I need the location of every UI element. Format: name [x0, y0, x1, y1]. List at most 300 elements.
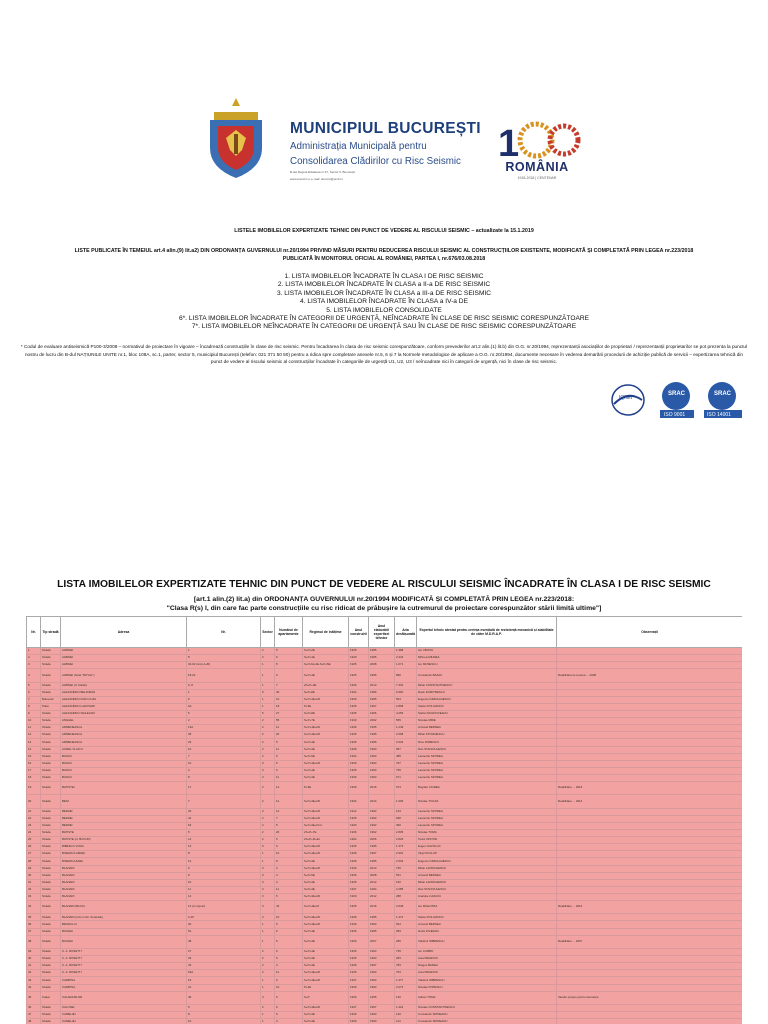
table-cell: 1997: [369, 703, 395, 710]
table-cell: [557, 767, 743, 774]
table-cell: 29: [187, 739, 261, 746]
table-cell: 1: [27, 648, 41, 655]
table-cell: 2: [261, 808, 275, 815]
table-row: [27, 914, 743, 921]
table-cell: 1.388: [395, 648, 417, 655]
table-cell: 3-15: [187, 914, 261, 921]
table-row: [27, 774, 743, 781]
table-cell: 1997: [369, 1005, 395, 1012]
table-cell: 38: [187, 732, 261, 739]
table-cell: 8: [187, 774, 261, 781]
table-cell: 1: [261, 662, 275, 669]
table-cell: [557, 682, 743, 689]
table-cell: 32: [27, 886, 41, 893]
table-cell: Dan STANCIULESCU: [417, 746, 557, 753]
table-cell: 3: [261, 872, 275, 879]
table-cell: S+P+3E: [303, 935, 349, 948]
table-cell: [557, 872, 743, 879]
table-cell: P+5E: [303, 703, 349, 710]
table-cell: 1993: [369, 921, 395, 928]
table-cell: 11: [275, 886, 303, 893]
table-cell: 13A: [187, 725, 261, 732]
table-cell: 4: [275, 872, 303, 879]
table-cell: 5: [275, 1012, 303, 1019]
table-cell: 10: [187, 760, 261, 767]
table-cell: 152: [395, 879, 417, 886]
table-cell: 1935: [349, 746, 369, 753]
list-link-2[interactable]: 2. LISTA IMOBILELOR ÎNCADRATE ÎN CLASA a II-a DE RISC SEISMIC: [277, 281, 491, 289]
table-cell: 1935: [349, 851, 369, 858]
table-cell: Strada: [41, 1005, 61, 1012]
table-cell: 1930: [349, 1019, 369, 1024]
table-cell: Laurentiu SPOREA: [417, 760, 557, 767]
table-subtitle-2: "Clasa R(s) I, din care fac parte construcțiile cu risc ridicat de prăbușire la cutremurul de proiectare corespunzător stării limită ultime"]: [166, 605, 602, 612]
table-cell: 1995: [369, 844, 395, 851]
brand-subtitle-line1: Administrația Municipală pentru: [290, 141, 427, 152]
table-cell: Eugeniu IORDACHESCU: [417, 858, 557, 865]
table-cell: 6: [275, 767, 303, 774]
table-row: [27, 956, 743, 963]
table-cell: 3: [261, 991, 275, 1004]
brand-subtitle-line2: Consolidarea Clădirilor cu Risc Seismic: [290, 155, 461, 167]
table-cell: 8: [187, 655, 261, 662]
table-row: [27, 739, 743, 746]
table-cell: 1.071: [395, 662, 417, 669]
table-cell: Dragos BADEA: [417, 963, 557, 970]
table-cell: 14: [27, 746, 41, 753]
table-row: [27, 682, 743, 689]
institution-brand: [290, 120, 490, 181]
table-row: [27, 703, 743, 710]
table-cell: S+P+3E+Mz: [303, 808, 349, 815]
table-cell: 1997: [369, 851, 395, 858]
table-cell: 2016: [369, 781, 395, 794]
table-cell: Reabilitare la cererea ... 2008: [557, 669, 743, 682]
table-row: [27, 991, 743, 1004]
table-row: [27, 977, 743, 984]
table-cell: Strada: [41, 956, 61, 963]
table-cell: [557, 774, 743, 781]
table-cell: [557, 1005, 743, 1012]
table-cell: Calea: [41, 991, 61, 1004]
table-cell: Aurel BRADOS: [417, 956, 557, 963]
table-cell: [557, 711, 743, 718]
table-cell: Constantin BAZAC: [417, 669, 557, 682]
table-cell: 504: [395, 696, 417, 703]
table-cell: Eugeniu IORDACHESCU: [417, 696, 557, 703]
risk-table: [26, 616, 742, 1024]
table-cell: 48: [187, 935, 261, 948]
table-cell: S+P+3E+Mz: [303, 893, 349, 900]
table-cell: 1930: [349, 696, 369, 703]
table-cell: ALBINEI: [61, 662, 187, 669]
table-cell: Reabilitare ... 2014: [557, 795, 743, 808]
table-cell: 37: [27, 928, 41, 935]
brand-title: MUNICIPIUL BUCUREȘTI: [290, 120, 481, 137]
table-row: [27, 1005, 743, 1012]
table-cell: 23: [27, 822, 41, 829]
table-cell: 26: [27, 844, 41, 851]
table-cell: 2.991: [395, 851, 417, 858]
table-row: [27, 711, 743, 718]
table-cell: Laurentiu SPOREA: [417, 808, 557, 815]
table-cell: 1936: [349, 682, 369, 689]
table-cell: 3: [261, 774, 275, 781]
table-cell: 4: [275, 1019, 303, 1024]
srac-iso9001-icon: [660, 382, 694, 418]
table-row: [27, 781, 743, 794]
table-cell: 29: [27, 865, 41, 872]
table-cell: 3: [261, 767, 275, 774]
column-header: Nr.: [187, 617, 261, 648]
table-cell: 6: [27, 689, 41, 696]
table-cell: 10: [187, 746, 261, 753]
table-cell: Bulevard: [41, 696, 61, 703]
table-row: [27, 648, 743, 655]
column-header: Regimul de înălțime: [303, 617, 349, 648]
table-cell: Nicolae POPESCU: [417, 984, 557, 991]
table-cell: [557, 844, 743, 851]
table-cell: 2: [261, 648, 275, 655]
table-cell: 1930: [349, 984, 369, 991]
table-cell: 6, 8: [187, 682, 261, 689]
table-cell: 1995: [369, 696, 395, 703]
table-cell: Vladimir IMBRESCU: [417, 935, 557, 948]
table-cell: ALBINEI: [61, 655, 187, 662]
table-cell: Strada: [41, 851, 61, 858]
table-cell: P+3E: [303, 781, 349, 794]
table-cell: [557, 655, 743, 662]
table-cell: 2.648: [395, 900, 417, 913]
table-cell: BISERICA AMZEI: [61, 851, 187, 858]
table-cell: Armand BERNEA: [417, 872, 557, 879]
table-cell: 1935: [349, 879, 369, 886]
table-cell: CALARASILOR: [61, 991, 187, 1004]
update-line: LISTELE IMOBILELOR EXPERTIZATE TEHNIC DIN PUNCT DE VEDERE AL RISCULUI SEISMIC – actualizate la 15.1.2019: [234, 228, 534, 234]
table-row: [27, 865, 743, 872]
table-cell: Laurentiu SPOREA: [417, 753, 557, 760]
table-row: [27, 837, 743, 844]
table-cell: Armand BERNEA: [417, 725, 557, 732]
table-row: [27, 767, 743, 774]
table-cell: Eugen SAVOLUC: [417, 844, 557, 851]
table-cell: 47: [27, 1012, 41, 1019]
table-cell: 6: [275, 1005, 303, 1012]
table-cell: [557, 879, 743, 886]
table-cell: 1935: [349, 711, 369, 718]
table-cell: BERZEI: [61, 808, 187, 815]
table-cell: 524: [395, 921, 417, 928]
table-cell: 120: [395, 1012, 417, 1019]
list-link-6[interactable]: 6*. LISTA IMOBILELOR ÎNCADRATE ÎN CATEGORII DE URGENȚĂ, NEÎNCADRATE ÎN CLASE DE RISC SEISMIC CORESPUNZĂTOARE: [178, 315, 590, 323]
table-cell: 25: [27, 837, 41, 844]
table-cell: 6: [275, 844, 303, 851]
list-link-4[interactable]: 4. LISTA IMOBILELOR ÎNCADRATE ÎN CLASA a IV-a DE: [300, 298, 468, 306]
table-cell: Strada: [41, 928, 61, 935]
table-cell: Strada: [41, 718, 61, 725]
table-cell: Stefan MOLDOVEANU: [417, 711, 557, 718]
table-cell: 1995: [369, 655, 395, 662]
table-cell: 1995: [369, 732, 395, 739]
table-cell: 15: [27, 753, 41, 760]
table-cell: 1995: [369, 858, 395, 865]
table-cell: S+P+3E: [303, 1019, 349, 1024]
table-cell: BENI: [61, 795, 187, 808]
table-cell: 16: [27, 760, 41, 767]
table-row: [27, 893, 743, 900]
table-cell: 283: [395, 928, 417, 935]
list-link-5[interactable]: 5. LISTA IMOBILELOR CONSOLIDATE: [326, 306, 442, 314]
table-cell: 2002: [369, 718, 395, 725]
table-row: [27, 718, 743, 725]
table-cell: 1993: [369, 956, 395, 963]
table-cell: 5: [275, 935, 303, 948]
table-cell: 9: [27, 711, 41, 718]
table-cell: S+P+8E: [303, 711, 349, 718]
table-cell: 12: [27, 732, 41, 739]
table-cell: 2: [261, 718, 275, 725]
table-cell: 10: [275, 851, 303, 858]
list-link-1[interactable]: 1. LISTA IMOBILELOR ÎNCADRATE ÎN CLASA I DE RISC SEISMIC: [284, 273, 484, 280]
table-cell: Ion LOMBO: [417, 949, 557, 956]
table-cell: 5: [261, 711, 275, 718]
table-cell: 1996: [369, 689, 395, 696]
table-cell: 3: [261, 879, 275, 886]
table-cell: 2006: [369, 837, 395, 844]
table-cell: 46: [27, 1005, 41, 1012]
table-cell: 18: [27, 774, 41, 781]
table-cell: [557, 739, 743, 746]
table-cell: 27: [27, 851, 41, 858]
table-cell: BLANARI (BLOC): [61, 900, 187, 913]
table-cell: S+P+4E: [303, 886, 349, 893]
table-cell: 3: [261, 914, 275, 921]
table-cell: C. A. ROSETTI: [61, 949, 187, 956]
table-cell: 2: [261, 963, 275, 970]
table-row: [27, 655, 743, 662]
table-cell: 29: [187, 956, 261, 963]
table-cell: [557, 746, 743, 753]
table-cell: 783: [395, 963, 417, 970]
table-cell: 55: [275, 718, 303, 725]
table-cell: Mihai CONSTANTINESCU: [417, 682, 557, 689]
table-cell: 2.503: [395, 858, 417, 865]
table-row: [27, 760, 743, 767]
table-cell: [557, 858, 743, 865]
table-cell: 698: [395, 815, 417, 822]
table-cell: Dan STANCIULESCU: [417, 886, 557, 893]
table-cell: S+P+3E+Mz: [303, 970, 349, 977]
table-cell: Reabilitare ... 2007: [557, 935, 743, 948]
table-cell: S+P+3E: [303, 956, 349, 963]
table-row: [27, 970, 743, 977]
table-cell: Strada: [41, 795, 61, 808]
table-cell: 4.256: [395, 711, 417, 718]
table-cell: 1930: [349, 774, 369, 781]
table-cell: 8: [187, 851, 261, 858]
table-cell: 767: [395, 760, 417, 767]
table-cell: 1993: [369, 970, 395, 977]
table-cell: 12: [187, 858, 261, 865]
table-cell: Nicolae TOCAS: [417, 795, 557, 808]
table-cell: 2: [261, 795, 275, 808]
table-cell: 11: [187, 886, 261, 893]
table-cell: BATISTE (cl. BUCUR): [61, 837, 187, 844]
table-cell: 42: [27, 970, 41, 977]
table-cell: [557, 984, 743, 991]
table-cell: Laurentiu SPOREA: [417, 815, 557, 822]
table-cell: 485: [395, 753, 417, 760]
table-cell: CAMPINA: [61, 984, 187, 991]
table-cell: 1935: [349, 872, 369, 879]
table-cell: 42: [187, 815, 261, 822]
table-cell: 1930: [349, 1012, 369, 1019]
table-cell: ALEXANDRU BELDIMAN: [61, 689, 187, 696]
table-cell: 14 (2 corpuri): [187, 900, 261, 913]
table-cell: 1995: [369, 725, 395, 732]
table-cell: 39: [27, 949, 41, 956]
table-cell: S+P: [303, 991, 349, 1004]
table-cell: 3: [261, 760, 275, 767]
centenar-100-icon: [492, 118, 582, 162]
table-cell: [557, 725, 743, 732]
table-cell: 3: [261, 900, 275, 913]
legal-basis-line1: LISTE PUBLICATE ÎN TEMEIUL art.4 alin.(9) lit.a2) DIN ORDONANȚA GUVERNULUI nr.20/1994 PRIVIND MĂSURI PENTRU REDUCEREA RISCULUI SEISMIC AL CONSTRUCȚIILOR EXISTENTE, MODIFICATĂ ȘI COMPLETATĂ PRIN LEGEA nr.223/2018: [74, 248, 694, 254]
table-cell: S+P+3E: [303, 858, 349, 865]
table-cell: 4: [275, 865, 303, 872]
table-cell: 1: [261, 1019, 275, 1024]
table-cell: 22: [27, 815, 41, 822]
table-cell: 1936: [349, 830, 369, 837]
svg-text:IQNet: IQNet: [619, 395, 633, 401]
table-cell: 5: [275, 822, 303, 829]
table-cell: [557, 921, 743, 928]
table-cell: C. A. ROSETTI: [61, 970, 187, 977]
table-cell: Strada: [41, 977, 61, 984]
table-cell: S+P+4E: [303, 655, 349, 662]
table-cell: 7: [187, 753, 261, 760]
table-cell: 11: [275, 746, 303, 753]
table-cell: S+P+3E+Pod: [303, 822, 349, 829]
table-cell: 1992: [369, 808, 395, 815]
table-cell: 40: [275, 689, 303, 696]
table-cell: S+P+3E+Mz: [303, 760, 349, 767]
table-cell: 1.324: [395, 1005, 417, 1012]
table-cell: Strada: [41, 711, 61, 718]
table-cell: 565: [395, 718, 417, 725]
table-cell: 26: [275, 830, 303, 837]
table-cell: 1930: [349, 935, 369, 948]
table-cell: [557, 732, 743, 739]
table-cell: Adrian TOMA: [417, 991, 557, 1004]
table-cell: 17: [187, 781, 261, 794]
table-cell: 1993: [369, 1012, 395, 1019]
table-cell: 18: [275, 703, 303, 710]
table-cell: 1937: [349, 977, 369, 984]
table-cell: 6: [187, 865, 261, 872]
table-cell: 4: [27, 669, 41, 682]
table-cell: 2: [261, 1005, 275, 1012]
list-link-3[interactable]: 3. LISTA IMOBILELOR ÎNCADRATE ÎN CLASA a III-a DE RISC SEISMIC: [276, 289, 492, 297]
table-cell: S+P+4E+Mz: [303, 732, 349, 739]
table-cell: 27: [187, 949, 261, 956]
list-link-7[interactable]: 7*. LISTA IMOBILELOR NEÎNCADRATE ÎN CATEGORII DE URGENȚĂ SAU ÎN CLASE DE RISC SEISMIC CORESPUNZĂTOARE: [191, 323, 577, 331]
table-cell: 1: [261, 921, 275, 928]
table-cell: 2S+P+7E: [303, 830, 349, 837]
table-cell: BANCII: [61, 774, 187, 781]
table-cell: 13: [27, 739, 41, 746]
risk-table-container[interactable]: [26, 616, 742, 1024]
table-cell: Strada: [41, 781, 61, 794]
table-cell: 1993: [369, 774, 395, 781]
table-cell: CAMELIEI: [61, 1012, 187, 1019]
table-cell: 5: [275, 753, 303, 760]
table-cell: [557, 949, 743, 956]
table-cell: Strada: [41, 984, 61, 991]
lists-index: [20, 273, 748, 332]
table-cell: Horia IOVEDAN: [417, 928, 557, 935]
table-cell: 5: [261, 844, 275, 851]
table-cell: 49: [187, 991, 261, 1004]
table-cell: ANGHEL: [61, 718, 187, 725]
table-cell: 30: [27, 872, 41, 879]
table-cell: [557, 886, 743, 893]
table-cell: 1992: [369, 815, 395, 822]
table-cell: [557, 703, 743, 710]
table-cell: 1992: [369, 822, 395, 829]
table-cell: 12: [275, 781, 303, 794]
table-cell: 1930: [349, 822, 369, 829]
table-cell: 2: [261, 746, 275, 753]
table-cell: BLANARI: [61, 893, 187, 900]
table-row: [27, 984, 743, 991]
table-cell: Strada: [41, 682, 61, 689]
table-row: [27, 669, 743, 682]
table-cell: S+P+7E: [303, 718, 349, 725]
table-cell: Laurentiu SPOREA: [417, 767, 557, 774]
table-cell: S+P+8E: [303, 689, 349, 696]
table-cell: S+P+4E: [303, 928, 349, 935]
table-cell: 24: [27, 830, 41, 837]
table-cell: 735: [395, 767, 417, 774]
table-cell: 1937: [349, 886, 369, 893]
table-cell: 1.249: [395, 725, 417, 732]
table-cell: 1940: [349, 718, 369, 725]
table-cell: 9: [187, 872, 261, 879]
table-cell: BLANARI (colt cu Str. Smardan): [61, 914, 187, 921]
table-cell: 31: [27, 879, 41, 886]
table-row: [27, 928, 743, 935]
table-cell: 1935: [349, 900, 369, 913]
table-row: [27, 872, 743, 879]
table-cell: 114: [395, 1019, 417, 1024]
table-cell: 5: [187, 711, 261, 718]
table-cell: BANCII: [61, 753, 187, 760]
table-cell: 1935: [349, 858, 369, 865]
table-cell: Strada: [41, 865, 61, 872]
table-cell: 1: [261, 703, 275, 710]
table-cell: 43: [187, 963, 261, 970]
column-header: Anul elaborării expertizei tehnice: [369, 617, 395, 648]
table-cell: 1: [261, 682, 275, 689]
column-header: Observații: [557, 617, 743, 648]
table-cell: 2: [261, 655, 275, 662]
table-cell: 1995: [369, 914, 395, 921]
table-subtitle: [art.1 alin.(2) lit.a) din ORDONANȚA GUVERNULUI nr.20/1994 MODIFICATĂ ȘI COMPLETATĂ PRIN LEGEA nr.223/2018:: [193, 596, 575, 603]
table-cell: 1: [187, 689, 261, 696]
table-cell: 288: [395, 893, 417, 900]
table-cell: 1: [187, 648, 261, 655]
